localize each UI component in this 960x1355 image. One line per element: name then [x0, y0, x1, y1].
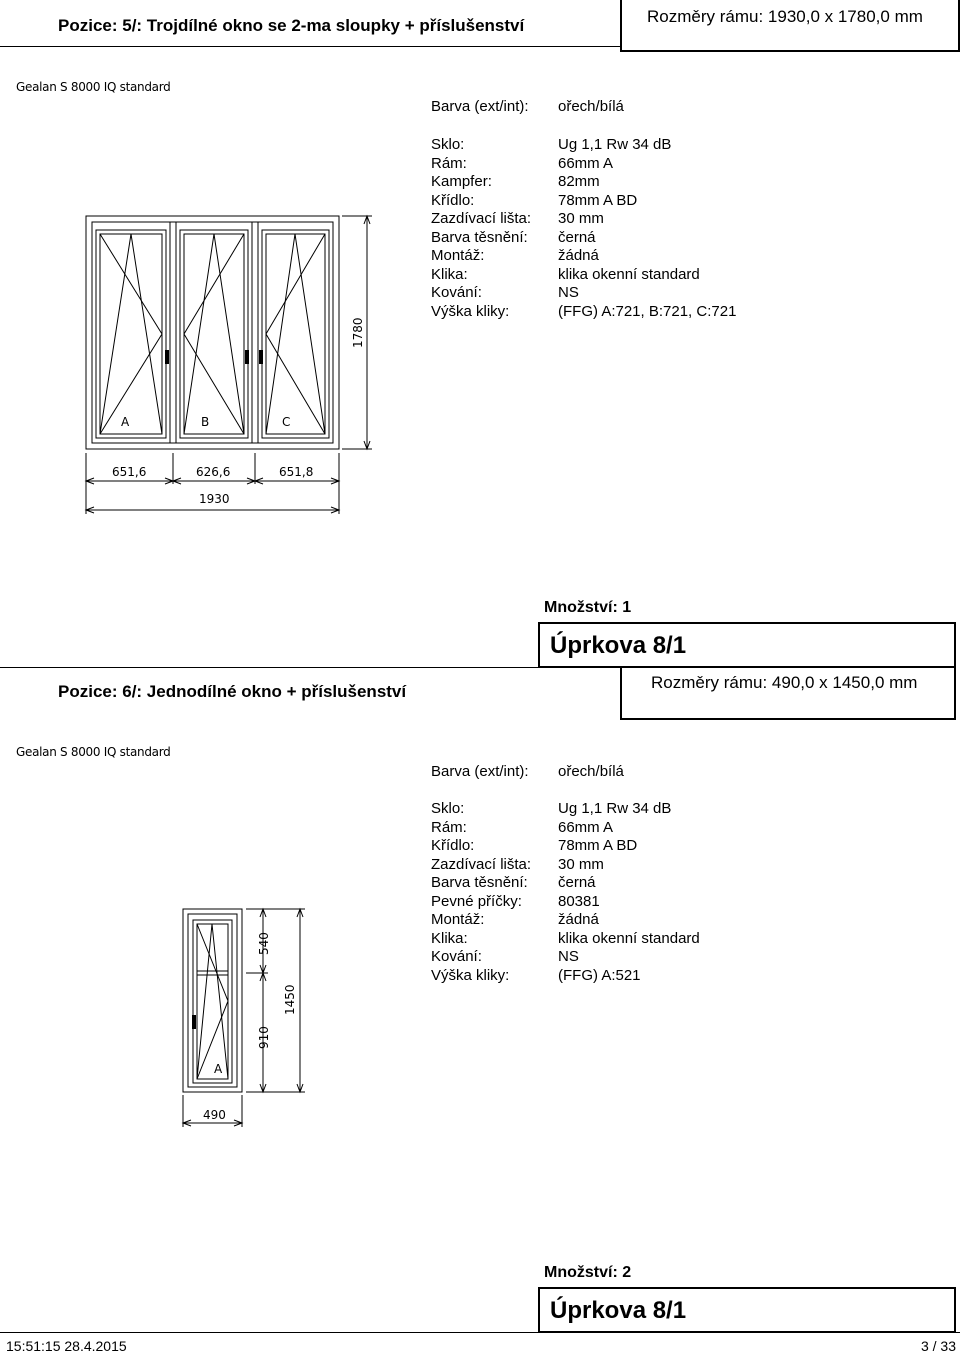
- position5-window-drawing: [0, 200, 400, 520]
- spec-row: [431, 173, 791, 192]
- position5-frame-dims-box: [620, 0, 960, 52]
- spec-row: [431, 911, 791, 930]
- spec-row: [431, 800, 791, 819]
- spec-label: Barva těsnění:: [431, 228, 528, 246]
- spec-label: Barva těsnění:: [431, 874, 528, 891]
- position6-profile: Gealan S 8000 IQ standard: [16, 745, 171, 759]
- spec-label: Klika:: [431, 265, 468, 283]
- color-value: ořech/bílá: [558, 98, 624, 115]
- spec-value: žádná: [558, 247, 599, 264]
- spec-label: Zazdívací lišta:: [431, 855, 532, 873]
- spec-row: [431, 136, 791, 155]
- spec-value: 30 mm: [558, 855, 604, 873]
- sash-label-a: A: [121, 415, 130, 429]
- position5-quantity: Množství: 1: [544, 599, 632, 616]
- position6-stamp: Úprkova 8/1: [550, 1297, 687, 1324]
- width-dimension: 490: [203, 1108, 226, 1122]
- position5-stamp-box: [538, 622, 956, 668]
- spec-label: Kampfer:: [431, 173, 492, 190]
- position5-frame-dims: Rozměry rámu: 1930,0 x 1780,0 mm: [647, 7, 923, 26]
- spec-label: Zazdívací lišta:: [431, 210, 532, 227]
- width-dimension-b: 626,6: [196, 465, 231, 479]
- position6-color-row: [431, 763, 751, 783]
- spec-value: žádná: [558, 911, 599, 928]
- position6-quantity: Množství: 2: [544, 1264, 632, 1281]
- footer-line: [0, 1332, 960, 1333]
- spec-row: [431, 155, 791, 174]
- position5-color-row: [431, 98, 751, 118]
- spec-row: [431, 210, 791, 229]
- position6-stamp-box: [538, 1287, 956, 1333]
- position6-frame-dims-box: [620, 666, 956, 720]
- spec-value: 78mm A BD: [558, 191, 638, 209]
- spec-label: Rám:: [431, 154, 467, 172]
- spec-label: Křídlo:: [431, 191, 475, 209]
- position6-header-line: [0, 667, 620, 668]
- spec-label: Kování:: [431, 284, 482, 301]
- spec-label: Klika:: [431, 929, 468, 947]
- spec-value: NS: [558, 284, 579, 301]
- position6-spec-list: [431, 800, 791, 990]
- height-dimension: 1780: [351, 317, 365, 348]
- spec-row: [431, 247, 791, 266]
- position6-title: Pozice: 6/: Jednodílné okno + příslušenství: [58, 682, 407, 701]
- spec-label: Pevné příčky:: [431, 892, 522, 910]
- spec-row: [431, 856, 791, 875]
- spec-value: (FFG) A:521: [558, 966, 641, 984]
- sash-label-c: C: [282, 415, 291, 429]
- total-width-dimension: 1930: [199, 492, 230, 506]
- spec-value: Ug 1,1 Rw 34 dB: [558, 800, 672, 817]
- position6-frame-dims: Rozměry rámu: 490,0 x 1450,0 mm: [651, 673, 918, 692]
- spec-value: 82mm: [558, 173, 600, 190]
- position5-title: Pozice: 5/: Trojdílné okno se 2-ma sloupky + příslušenství: [58, 16, 525, 35]
- width-dimension-a: 651,6: [112, 465, 147, 479]
- position5-header-line: [0, 46, 620, 47]
- spec-row: [431, 967, 791, 986]
- spec-value: (FFG) A:721, B:721, C:721: [558, 302, 737, 320]
- spec-row: [431, 893, 791, 912]
- width-dimension-c: 651,8: [279, 465, 314, 479]
- sash-label-a: A: [214, 1062, 223, 1076]
- spec-value: Ug 1,1 Rw 34 dB: [558, 136, 672, 153]
- spec-label: Montáž:: [431, 247, 485, 264]
- spec-value: 80381: [558, 892, 600, 910]
- spec-row: [431, 303, 791, 322]
- spec-value: NS: [558, 948, 579, 965]
- spec-value: 30 mm: [558, 210, 604, 227]
- spec-row: [431, 192, 791, 211]
- color-label: Barva (ext/int):: [431, 763, 529, 780]
- spec-row: [431, 819, 791, 838]
- spec-label: Výška kliky:: [431, 302, 510, 320]
- spec-value: černá: [558, 228, 596, 246]
- spec-value: klika okenní standard: [558, 265, 700, 283]
- total-height-dimension: 1450: [283, 984, 297, 1015]
- footer-page-number: 3 / 33: [920, 1338, 956, 1354]
- spec-value: 78mm A BD: [558, 837, 638, 854]
- spec-value: 66mm A: [558, 818, 614, 836]
- spec-row: [431, 284, 791, 303]
- spec-label: Kování:: [431, 948, 482, 965]
- color-value: ořech/bílá: [558, 763, 624, 780]
- spec-row: [431, 837, 791, 856]
- spec-label: Sklo:: [431, 800, 465, 817]
- spec-label: Sklo:: [431, 136, 465, 153]
- spec-label: Křídlo:: [431, 837, 475, 854]
- spec-row: [431, 930, 791, 949]
- sash-label-b: B: [201, 415, 210, 429]
- position5-spec-list: [431, 136, 791, 326]
- position5-profile: Gealan S 8000 IQ standard: [16, 80, 171, 94]
- spec-row: [431, 266, 791, 285]
- spec-value: černá: [558, 874, 596, 891]
- spec-row: [431, 874, 791, 893]
- lower-height-dimension: 910: [257, 1026, 271, 1049]
- position5-stamp: Úprkova 8/1: [550, 632, 687, 659]
- upper-height-dimension: 540: [257, 932, 271, 955]
- spec-label: Rám:: [431, 818, 467, 836]
- spec-value: klika okenní standard: [558, 929, 700, 947]
- spec-row: [431, 948, 791, 967]
- spec-label: Montáž:: [431, 911, 485, 928]
- spec-label: Výška kliky:: [431, 966, 510, 984]
- position6-window-drawing: [160, 895, 320, 1135]
- footer-timestamp: 15:51:15 28.4.2015: [6, 1338, 127, 1354]
- spec-row: [431, 229, 791, 248]
- color-label: Barva (ext/int):: [431, 98, 529, 115]
- spec-value: 66mm A: [558, 154, 614, 172]
